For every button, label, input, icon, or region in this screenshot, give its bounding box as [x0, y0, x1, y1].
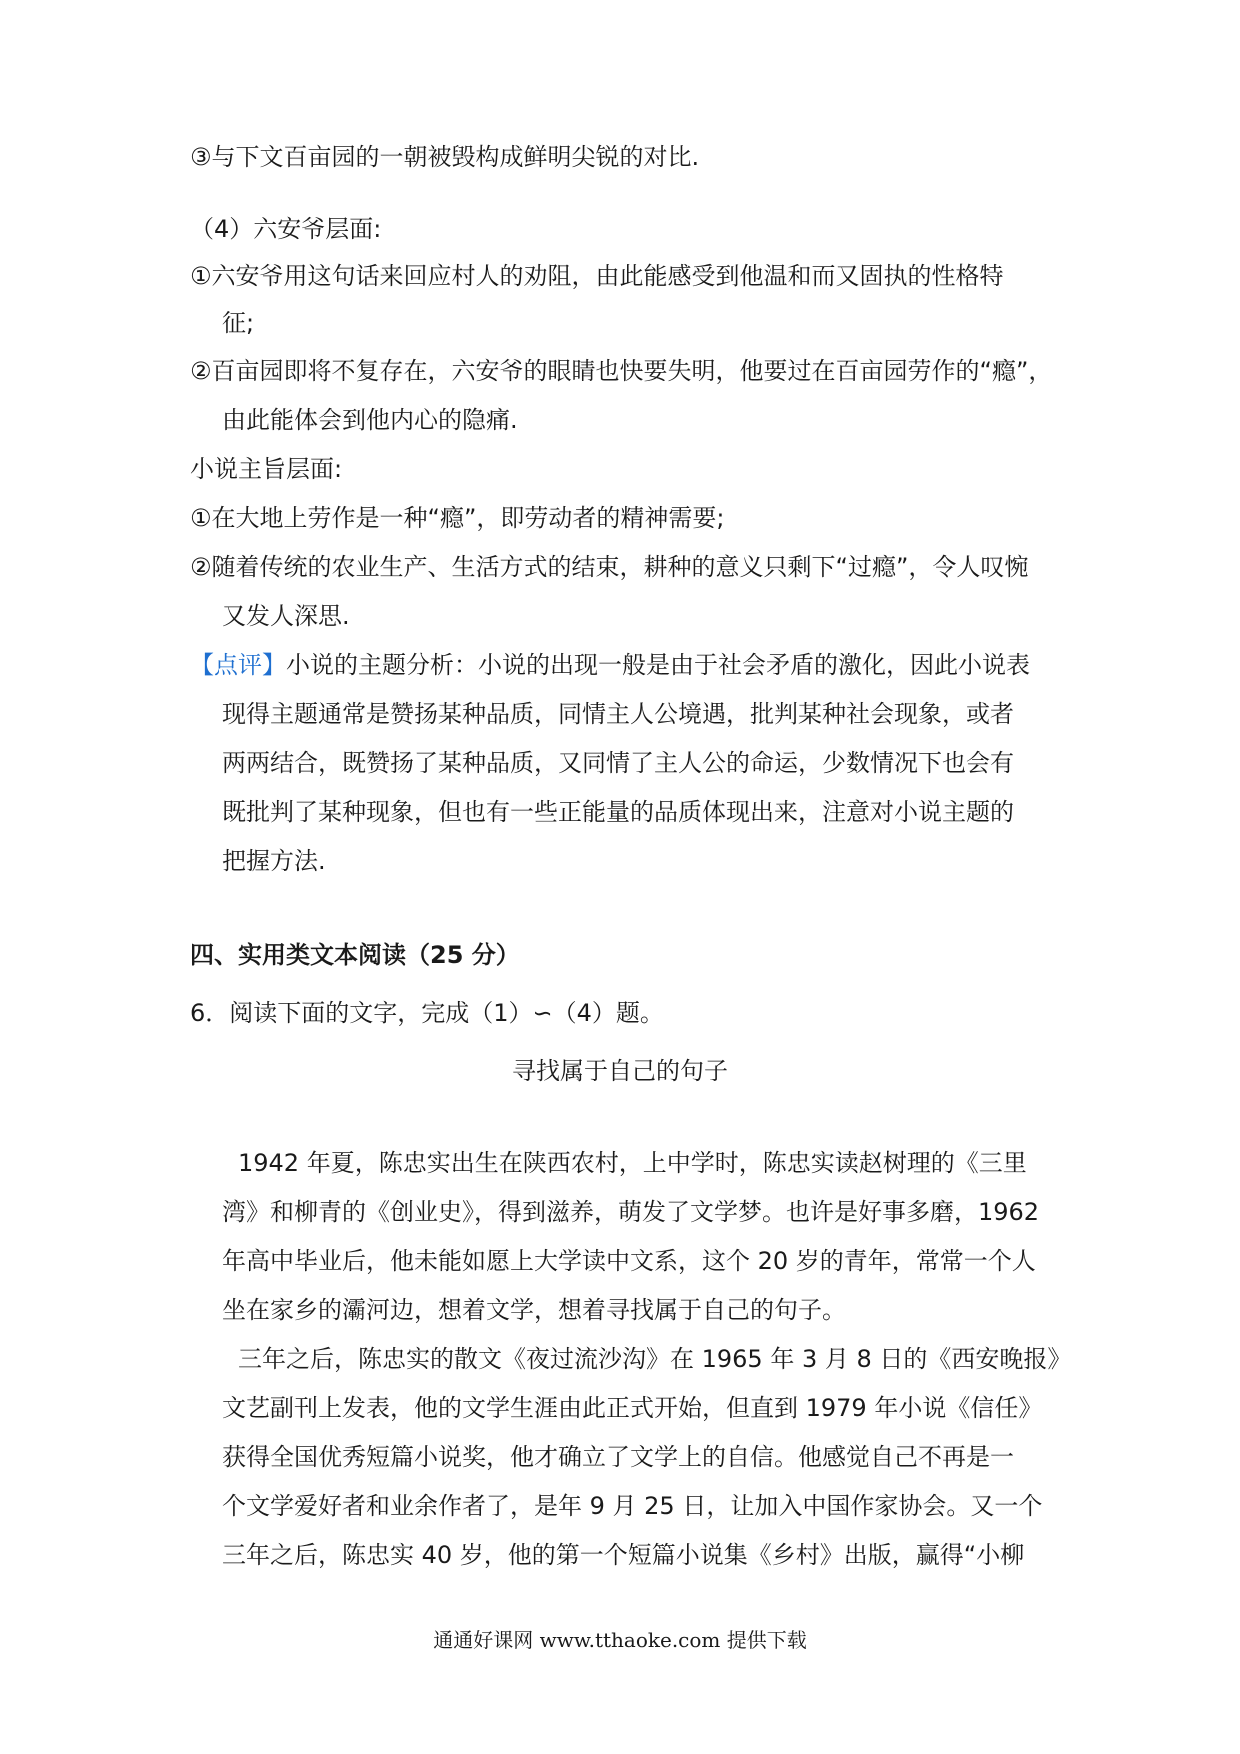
page-footer: 通通好课网 www.tthaoke.com 提供下载 — [433, 1628, 807, 1652]
answer-line: ①在大地上劳作是一种“瘾”，即劳动者的精神需要; — [190, 504, 725, 532]
comment-line: 既批判了某种现象，但也有一些正能量的品质体现出来，注意对小说主题的 — [222, 798, 1014, 826]
article-line: 1942 年夏，陈忠实出生在陕西农村，上中学时，陈忠实读赵树理的《三里 — [238, 1149, 1027, 1177]
answer-line: （4）六安爷层面: — [190, 215, 382, 243]
article-line: 文艺副刊上发表，他的文学生涯由此正式开始，但直到 1979 年小说《信任》 — [222, 1394, 1043, 1422]
answer-line: ②百亩园即将不复存在，六安爷的眼睛也快要失明，他要过在百亩园劳作的“瘾”， — [190, 357, 1053, 385]
comment-tag: 【点评】 — [190, 651, 286, 679]
comment-line: 现得主题通常是赞扬某种品质，同情主人公境遇，批判某种社会现象，或者 — [222, 700, 1014, 728]
article-line: 湾》和柳青的《创业史》，得到滋养，萌发了文学梦。也许是好事多磨，1962 — [222, 1198, 1040, 1226]
article-line: 年高中毕业后，他未能如愿上大学读中文系，这个 20 岁的青年，常常一个人 — [222, 1247, 1036, 1275]
comment-first-line — [190, 650, 1030, 680]
article-title: 寻找属于自己的句子 — [512, 1057, 728, 1085]
section-heading: 四、实用类文本阅读（25 分） — [190, 941, 520, 969]
article-line: 三年之后，陈忠实 40 岁，他的第一个短篇小说集《乡村》出版，赢得“小柳 — [222, 1541, 1025, 1569]
answer-line: 由此能体会到他内心的隐痛. — [222, 406, 518, 434]
article-line: 三年之后，陈忠实的散文《夜过流沙沟》在 1965 年 3 月 8 日的《西安晚报》 — [238, 1345, 1072, 1373]
comment-line: 两两结合，既赞扬了某种品质，又同情了主人公的命运，少数情况下也会有 — [222, 749, 1014, 777]
answer-line: 征; — [222, 309, 255, 337]
comment-line: 把握方法. — [222, 847, 326, 875]
answer-line: 小说主旨层面: — [190, 455, 343, 483]
answer-line: 又发人深思. — [222, 602, 350, 630]
article-line: 坐在家乡的灞河边，想着文学，想着寻找属于自己的句子。 — [222, 1296, 846, 1324]
answer-line: ②随着传统的农业生产、生活方式的结束，耕种的意义只剩下“过瘾”，令人叹惋 — [190, 553, 1029, 581]
comment-text: 小说的主题分析：小说的出现一般是由于社会矛盾的激化，因此小说表 — [286, 651, 1030, 679]
question-prompt: 6．阅读下面的文字，完成（1）∽（4）题。 — [190, 999, 664, 1027]
answer-line: ③与下文百亩园的一朝被毁构成鲜明尖锐的对比. — [190, 143, 700, 171]
article-line: 获得全国优秀短篇小说奖，他才确立了文学上的自信。他感觉自己不再是一 — [222, 1443, 1014, 1471]
answer-line: ①六安爷用这句话来回应村人的劝阻，由此能感受到他温和而又固执的性格特 — [190, 262, 1004, 290]
article-line: 个文学爱好者和业余作者了，是年 9 月 25 日，让加入中国作家协会。又一个 — [222, 1492, 1043, 1520]
